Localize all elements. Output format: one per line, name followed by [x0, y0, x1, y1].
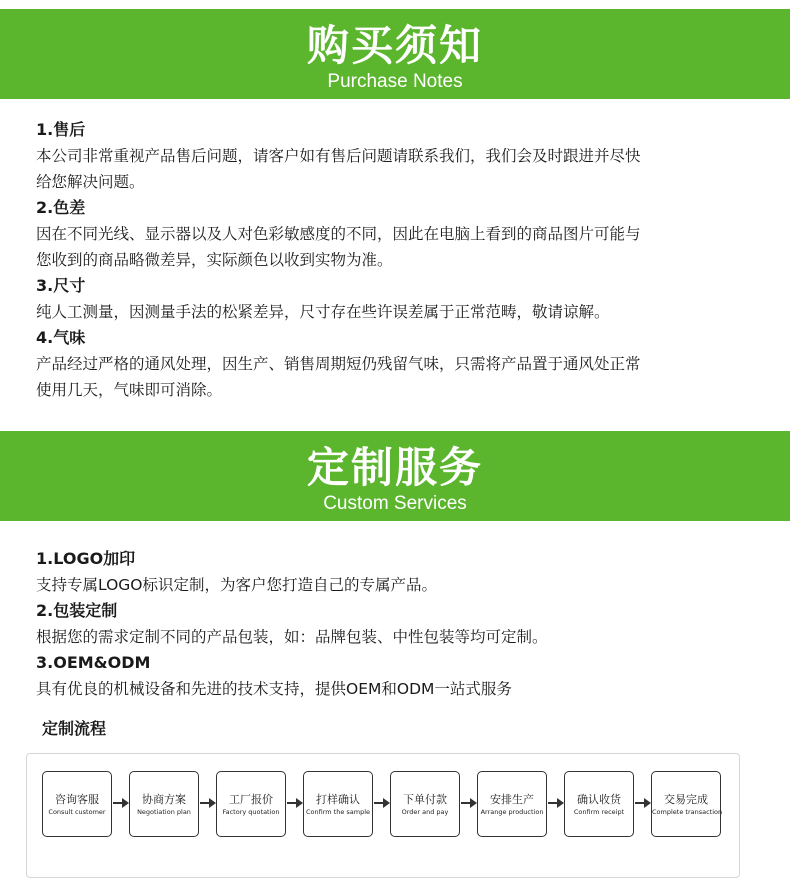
note-text-line: 给您解决问题。 — [36, 173, 145, 191]
flow-step-label: 确认收货 — [577, 793, 621, 806]
purchase-notes-banner — [0, 9, 790, 99]
custom-services-banner — [0, 431, 790, 521]
flow-arrow — [113, 802, 127, 804]
service-item — [36, 598, 756, 650]
note-text-line: 产品经过严格的通风处理，因生产、销售周期短仍残留气味，只需将产品置于通风处正常 — [36, 355, 641, 373]
banner-subtitle: Custom Services — [323, 493, 467, 514]
flow-step-sublabel: Complete transaction — [652, 808, 723, 816]
service-heading: 1.LOGO加印 — [36, 549, 136, 568]
flow-step-label: 协商方案 — [142, 793, 186, 806]
flow-step — [390, 771, 460, 837]
flow-arrow — [461, 802, 475, 804]
flow-step-sublabel: Factory quotation — [222, 808, 280, 816]
flow-step-sublabel: Order and pay — [401, 808, 449, 816]
flow-step — [564, 771, 634, 837]
flow-step — [42, 771, 112, 837]
flow-step — [129, 771, 199, 837]
note-text-line: 使用几天，气味即可消除。 — [36, 381, 223, 399]
flow-step-sublabel: Negotiation plan — [137, 808, 191, 816]
flow-step — [303, 771, 373, 837]
flow-step-label: 安排生产 — [490, 793, 534, 806]
flow-arrow — [548, 802, 562, 804]
note-text-line: 您收到的商品略微差异，实际颜色以收到实物为准。 — [36, 251, 393, 269]
flow-step-label: 打样确认 — [316, 793, 360, 806]
service-heading: 2.包装定制 — [36, 601, 118, 620]
flow-step-sublabel: Confirm the sample — [305, 808, 371, 816]
note-text-line: 因在不同光线、显示器以及人对色彩敏感度的不同，因此在电脑上看到的商品图片可能与 — [36, 225, 641, 243]
banner-subtitle: Purchase Notes — [327, 71, 463, 92]
flow-step — [477, 771, 547, 837]
flow-step-sublabel: Arrange production — [480, 808, 544, 816]
flow-step — [216, 771, 286, 837]
note-text-line: 纯人工测量，因测量手法的松紧差异，尺寸存在些许误差属于正常范畴，敬请谅解。 — [36, 303, 610, 321]
service-item — [36, 546, 756, 598]
service-text-line: 根据您的需求定制不同的产品包装，如：品牌包装、中性包装等均可定制。 — [36, 628, 548, 646]
note-heading: 1.售后 — [36, 120, 86, 139]
purchase-notes-section — [36, 117, 756, 403]
flow-arrow — [200, 802, 214, 804]
custom-services-section — [36, 546, 756, 702]
flow-title: 定制流程 — [42, 719, 107, 738]
service-text-line: 具有优良的机械设备和先进的技术支持，提供OEM和ODM一站式服务 — [36, 680, 512, 698]
note-text-line: 本公司非常重视产品售后问题，请客户如有售后问题请联系我们，我们会及时跟进并尽快 — [36, 147, 641, 165]
flow-arrow — [287, 802, 301, 804]
note-item — [36, 325, 756, 403]
note-item — [36, 117, 756, 195]
flow-step-label: 工厂报价 — [229, 793, 273, 806]
service-heading: 3.OEM&ODM — [36, 653, 151, 672]
note-heading: 2.色差 — [36, 198, 86, 217]
flow-step-sublabel: Confirm receipt — [573, 808, 625, 816]
process-flow-diagram — [26, 753, 740, 878]
service-text-line: 支持专属LOGO标识定制，为客户您打造自己的专属产品。 — [36, 576, 437, 594]
note-item — [36, 195, 756, 273]
service-item — [36, 650, 756, 702]
flow-step-label: 交易完成 — [664, 793, 708, 806]
flow-arrow — [374, 802, 388, 804]
flow-arrow — [635, 802, 649, 804]
note-heading: 4.气味 — [36, 328, 86, 347]
flow-step-label: 下单付款 — [403, 793, 447, 806]
banner-title: 购买须知 — [306, 21, 483, 70]
note-heading: 3.尺寸 — [36, 276, 86, 295]
flow-step-label: 咨询客服 — [55, 793, 99, 806]
flow-step — [651, 771, 721, 837]
note-item — [36, 273, 756, 325]
flow-step-sublabel: Consult customer — [48, 808, 106, 816]
banner-title: 定制服务 — [306, 443, 483, 492]
